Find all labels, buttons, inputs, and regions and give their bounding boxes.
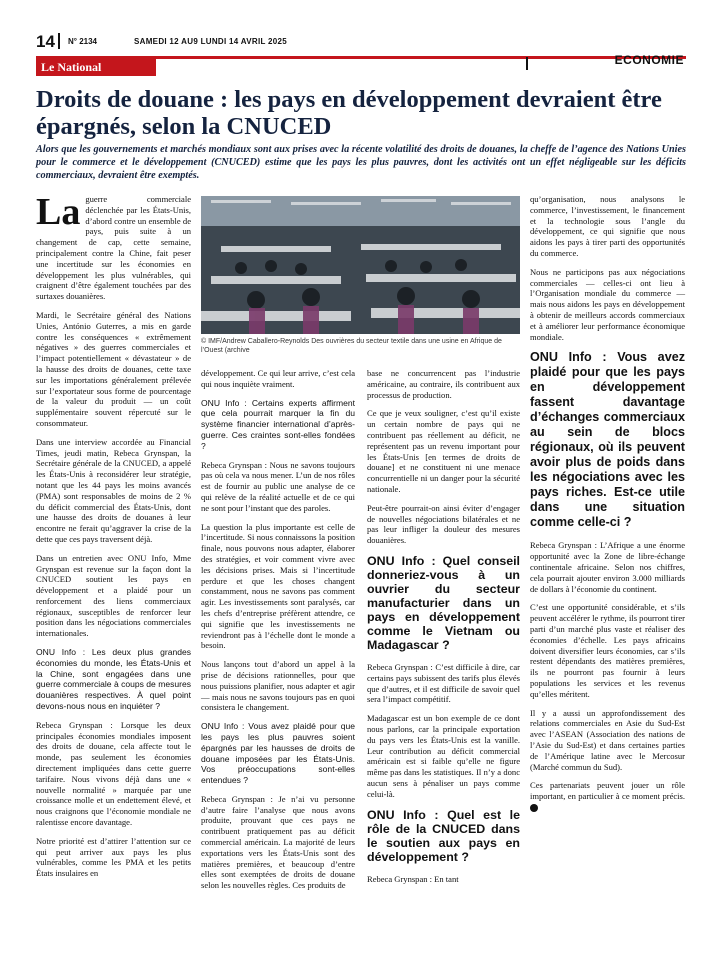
paragraph: Rebeca Grynspan : En tant (367, 873, 459, 884)
paragraph: Mardi, le Secrétaire général des Nations Unies, António Guterres, a mis en garde contre les conséquences « extrêmement négatives » des guerres commerciales et l’impact potentiellement « dévastateur » de la hausse des droits de douanes, cette taxe sur les importations généralement prélevée sur l’exportateur sous forme de pourcentage de la valeur du produit — un coût supplémentaire souvent répercuté sur le consommateur. (36, 309, 191, 428)
rubric-divider (526, 57, 528, 70)
paragraph: développement. Ce qui leur arrive, c’est cela qui nous inquiète vraiment. (201, 368, 355, 389)
article-photo (201, 196, 520, 334)
page-number: 14 (36, 32, 55, 51)
column-1 (36, 191, 191, 887)
page-header (36, 32, 686, 52)
page-number-divider (58, 33, 60, 49)
paragraph: Rebeca Grynspan : C’est difficile à dire, car certains pays subissent des tarifs plus élevés que d’autres, et il est difficile de savoir quel sera l’impact compétitif. (367, 661, 520, 705)
paragraph: Il y a aussi un approfondissement des relations commerciales en Asie du Sud-Est avec l’ASEAN (Association des nations de l’Asie du Sud-Est) et dans certaines parties de l’Amérique latine avec le Mercosur (Marché commun du Sud). (530, 707, 685, 772)
article-title: Droits de douane : les pays en développement devraient être épargnés, selon la CNUCED (36, 86, 662, 140)
photo-caption: © IMF/Andrew Caballero-Reynolds Des ouvrières du secteur textile dans une usine en Afrique de l’Ouest (archive (201, 338, 502, 354)
paragraph: Nous lançons tout d’abord un appel à la prise de décisions rationnelles, pour que nous puissions planifier, nous adapter et agir — mais nous ne savons toujours pas en quoi consistera le changement. (201, 659, 355, 713)
paragraph: La question la plus importante est celle de l’incertitude. Si nous connaissons la position finale, nous pouvons nous adapter, élaborer des stratégies, et voir comment vivre avec les décisions prises. Mais si l’incertitude perdure et que les choses changent constamment, nous ne savons pas comment agir. Les investissements sont paralysés, car les chefs d’entreprise préfèrent attendre, ce qui signifie que les investissements ne reviendront pas à l’échelle dont le monde a besoin. (201, 521, 355, 651)
section-rubric: ECONOMIE (614, 53, 684, 67)
paragraph: Rebeca Grynspan : L’Afrique a une énorme opportunité avec la Zone de libre-échange continentale africaine. Selon nos chiffres, cela pourrait ajouter environ 3.000 milliards de dollars à l’économie du continent. (530, 540, 685, 594)
interview-question: ONU Info : Vous avez plaidé pour que les pays les plus pauvres soient épargnés par les hausses de droits de douane imposées par les États-Unis. Vos préoccupations sont-elles entendues ? (201, 721, 355, 786)
interview-question: ONU Info : Certains experts affirment que cela pourrait marquer la fin du système financier international d’après-guerre. Ces craintes sont-elles fondées ? (201, 397, 355, 451)
paragraph: Dans un entretien avec ONU Info, Mme Grynspan est revenue sur la façon dont la CNUCED soutient les pays en développement et a plaidé pour un renforcement des liens commerciaux régionaux, susceptibles de renforcer leur position dans les négociations commerciales internationales. (36, 552, 191, 639)
interview-heading: ONU Info : Quel conseil donneriez-vous à un ouvrier du secteur manufacturier dans un pays en développement comme le Vietnam ou Madagascar ? (367, 553, 520, 652)
drop-cap: La (36, 191, 81, 233)
newspaper-brand: Le National (36, 59, 156, 76)
interview-heading: ONU Info : Vous avez plaidé pour que les pays en développement fassent davantage d’échanges commerciaux au sein de blocs régionaux, où ils peuvent avoir plus de poids dans les négociations avec les pays riches. Est-ce utile dans une situation comme celle-ci ? (530, 350, 685, 530)
article-lede: Alors que les gouvernements et marchés mondiaux sont aux prises avec la récente volatilité des droits de douanes, la cheffe de l’agence des Nations Unies pour le commerce et le développement (CNUCED) estime que les pays les plus pauvres, dont les activités ont un effet négligeable sur les déficits commerciaux, devraient être exemptés. (36, 144, 686, 182)
paragraph: Rebeca Grynspan : Je n’ai vu personne d’autre faire l’analyse que nous avons produite, prouvant que ces pays ne contribuent pratiquement pas au déficit commercial américain. La majorité de leurs exportations vers les États-Unis sont des matières premières, et beaucoup d’entre elles sont exemptées de droits de douane selon les nouvelles règles. Ces produits de (201, 793, 355, 891)
paragraph: Rebeca Grynspan : Nous ne savons toujours pas où cela va nous mener. L’un de nos rôles est de fournir au public une analyse de ce qui relève de la réalité actuelle et de ce qui ne sont pour l’instant que des paroles. (201, 459, 355, 513)
paragraph: La guerre commerciale déclenchée par les États-Unis, d’abord contre un ensemble de pays, puis suite à un changement de cap, cette semaine, principalement contre la Chine, fait peser une incertitude sur les économies en développement les plus vulnérables, qui craignent d’être également touchées par des surtaxes douanières. (36, 191, 191, 302)
issue-date: SAMEDI 12 AU9 LUNDI 14 AVRIL 2025 (134, 37, 288, 46)
issue-number: N° 2134 (68, 37, 97, 46)
column-2 (201, 368, 355, 899)
textile-factory-image (201, 196, 520, 334)
paragraph: Peut-être pourrait-on ainsi éviter d’engager de nouvelles négociations bilatérales et ne pas leur infliger la douleur des mesures douanières. (367, 502, 520, 546)
paragraph: Madagascar est un bon exemple de ce dont nous parlons, car la principale exportation du pays vers les États-Unis est la vanille. Leur contribution au déficit commercial américain est si faible qu’elle ne figure même pas dans les statistiques. Il n’y a donc aucun sens à pénaliser un pays comme celui-là. (367, 713, 520, 799)
paragraph: Ce que je veux souligner, c’est qu’il existe un certain nombre de pays qui ne contribuent pas réellement au déficit, ne représentent pas un revenu important pour les États-Unis [en termes de droits de douane] et ne constituent ni une menace concurrentielle ni un danger pour la sécurité nationale. (367, 408, 520, 494)
paragraph: Notre priorité est d’attirer l’attention sur ce qui peut arriver aux pays les plus vulnérables, comme les PMA et les petits États insulaires en (36, 835, 191, 879)
paragraph: Rebeca Grynspan : Lorsque les deux principales économies mondiales imposent des droits de douane, cela affecte tout le monde, pas seulement les économies directement impliquées dans cette guerre tarifaire. Nous vivons déjà dans une « nouvelle normalité » marquée par une croissance molle et un endettement élevé, et nous craignons que l’économie mondiale ne ralentisse encore davantage. (36, 719, 191, 828)
paragraph: base ne concurrencent pas l’industrie américaine, au contraire, ils contribuent aux processus de production. (367, 368, 520, 400)
interview-question: ONU Info : Les deux plus grandes économies du monde, les États-Unis et la Chine, sont engagées dans une guerre commerciale à coups de mesures douanières respectives. À quel point devons-nous nous en inquiéter ? (36, 647, 191, 712)
paragraph: qu’organisation, nous analysons le commerce, l’investissement, le financement et la technologie sous l’angle du développement, ce qui signifie que nous aidons les pays à tirer parti des opportunités du commerce. (530, 194, 685, 258)
paragraph: Nous ne participons pas aux négociations commerciales — celles-ci ont lieu à l’Organisation mondiale du commerce — mais nous aidons les pays en développement à obtenir de meilleurs accords commerciaux et à améliorer leur performance économique mondiale. (530, 266, 685, 342)
column-4 (530, 194, 685, 821)
column-3 (367, 368, 520, 892)
paragraph: Dans une interview accordée au Financial Times, jeudi matin, Rebeca Grynspan, la Secrétaire générale de la CNUCED, a appelé les États-Unis à reconsidérer leur stratégie, notant que les 44 pays les moins avancés (PMA) sont responsables de moins de 2 % du déficit commercial des États-Unis, dont une hausse des droits de douanes à leur encontre ne ferait qu’aggraver la crise de la dette que ces pays traversent déjà. (36, 436, 191, 544)
interview-heading: ONU Info : Quel est le rôle de la CNUCED dans le soutien aux pays en développement ? (367, 807, 520, 864)
end-of-article-icon (530, 804, 538, 812)
paragraph: Ces partenariats peuvent jouer un rôle important, en particulier à ce moment précis. (530, 780, 685, 812)
paragraph: C’est une opportunité considérable, et s’ils peuvent accélérer le rythme, ils pourront tirer parti d’un marché plus vaste et réaliser des économies d’échelle. Les pays africains doivent diversifier leurs économies, car s’ils restent dépendants des matières premières, ils ne pourront pas fournir à leurs populations les services et les revenus qu’elles méritent. (530, 602, 685, 699)
